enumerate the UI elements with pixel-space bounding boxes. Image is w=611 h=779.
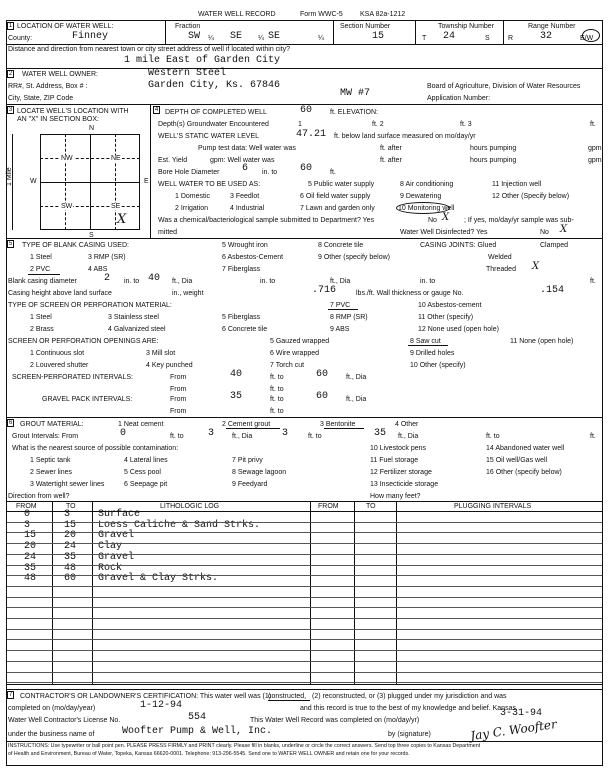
north-label: N [89,125,95,132]
address-label: RR#, St. Address, Box # : [8,83,88,90]
instructions-line-1: INSTRUCTIONS: Use typewriter or ball point pen. PLEASE PRESS FIRMLY and PRINT clearly. Please fill in blanks, underline or circle the correct answers. Send top three copies to Kansas Department [8,743,481,749]
log-desc-cell: Gravel [98,551,135,563]
section-5-number: 5 [8,241,13,247]
mile-label: 1 Mile [6,167,13,186]
plugging-intervals-header: PLUGGING INTERVALS [454,503,532,510]
bore-value: 6 [242,163,249,174]
depth-value: 60 [300,105,313,116]
grout-to-2: 35 [374,428,387,439]
contractor-signature: Jay C. Woofter [469,717,558,743]
log-to-cell: 48 [64,562,77,574]
log-from-header: FROM [16,503,37,510]
record-date: 3-31-94 [500,708,543,719]
log-from-cell: 3 [24,519,31,531]
use-label: WELL WATER TO BE USED AS: [158,181,261,188]
ne-label: NE [111,155,121,162]
application-number-label: Application Number: [427,95,491,102]
log-from-cell: 15 [24,530,37,542]
quarter-3: SE [268,31,281,42]
log-desc-cell: Gravel & Clay Strks. [98,573,219,585]
fraction-label: Fraction [175,23,201,30]
section-1-number: 1 [8,23,13,29]
log-desc-cell: Rock [98,562,123,574]
location-title: LOCATION OF WATER WELL: [17,23,114,30]
depth-label: DEPTH OF COMPLETED WELL [165,109,267,116]
cement-grout-underline [226,428,280,429]
section-value: 15 [372,31,385,42]
south-label: S [89,232,94,239]
completed-date: 1-12-94 [140,700,183,711]
log-to-cell: 60 [64,573,77,585]
threaded-mark: X [532,261,540,272]
log-to-cell: 35 [64,551,77,563]
grout-intervals-label: Grout Intervals: From [12,433,79,440]
owner-city: Garden City, Ks. 67846 [148,80,281,91]
completed-label: completed on (mo/day/year) [8,705,96,712]
log-desc-cell: Loess Caliche & Sand Strks. [98,519,261,531]
locate-title-2: AN "X" IN SECTION BOX: [17,116,99,123]
chem-sample-label: Was a chemical/bacteriological sample submitted to Department? Yes [158,217,375,224]
section-3-number: 3 [8,107,13,113]
log-from-header-2: FROM [318,503,339,510]
log-from-cell: 35 [24,562,37,574]
range-value: 32 [540,31,553,42]
locate-title: LOCATE WELL'S LOCATION WITH [17,108,129,115]
header-rule [6,20,603,21]
openings-label: SCREEN OR PERFORATION OPENINGS ARE: [8,338,159,345]
log-desc-cell: Surface [98,509,141,520]
grout-to-1: 3 [208,428,215,439]
log-from-cell: 24 [24,551,37,563]
east-label: E [144,178,149,185]
blank-diameter-value: 2 [104,273,111,284]
instructions-line-2: of Health and Environment, Bureau of Water, Topeka, Kansas 66620-0001. Telephone: 913-296-5545. Send one to WATER WELL OWNER and retain one for your records. [8,751,410,757]
disinfected-no-mark: X [560,224,568,235]
constructed-underline [268,700,310,701]
gravel-to-value: 60 [316,391,329,402]
township-number-label: Township Number [438,23,495,30]
yield-label: Est. Yield [158,157,188,164]
pump-test-label: Pump test data: Well water was [198,145,296,152]
monitoring-well-id: MW #7 [340,88,371,99]
screen-intervals-label: SCREEN-PERFORATED INTERVALS: [12,374,133,381]
quarter-2: SE [230,31,243,42]
certification-label: CONTRACTOR'S OR LANDOWNER'S CERTIFICATION: This water well was (1) [20,693,272,700]
range-direction-circle [582,29,600,42]
log-to-header-2: TO [366,503,376,510]
board-label: Board of Agriculture, Division of Water Resources [427,83,581,90]
section-2-number: 2 [8,71,13,77]
range-direction: E/W [580,35,594,42]
county-label: County: [8,35,33,42]
quarter-1: SW [188,31,201,42]
screen-material-label: TYPE OF SCREEN OR PERFORATION MATERIAL: [8,302,172,309]
log-from-cell: 20 [24,541,37,553]
direction-label: Direction from well? [8,493,70,500]
business-label: under the business name of [8,731,95,738]
log-from-cell: 0 [24,509,31,520]
section-6-number: 6 [8,420,13,426]
screen-from-value: 40 [230,369,243,380]
log-lithology-header: LITHOLOGIC LOG [160,503,220,510]
distance-value: 1 mile East of Garden City [124,55,281,66]
bore-to-value: 60 [300,163,313,174]
saw-cut-underline [408,345,448,346]
grout-from-1: 0 [120,428,127,439]
weight-value: .716 [312,285,337,296]
contamination-label: What is the nearest source of possible contamination: [12,445,179,452]
blank-to-value: 40 [148,273,161,284]
casing-label: TYPE OF BLANK CASING USED: [22,242,129,249]
disinfected-label: Water Well Disinfected? Yes [400,229,488,236]
bore-label: Bore Hole Diameter [158,169,220,176]
range-number-label: Range Number [528,23,576,30]
grout-label: GROUT MATERIAL: [20,421,84,428]
groundwater-label: Depth(s) Groundwater Encountered [158,121,269,128]
form-title: WATER WELL RECORD [198,11,276,18]
log-from-cell: 48 [24,573,37,585]
nw-label: NW [61,155,73,162]
screen-to-value: 60 [316,369,329,380]
business-name: Woofter Pump & Well, Inc. [122,726,273,737]
distance-label: Distance and direction from nearest town or city street address of well if located within city? [8,46,291,53]
casing-joints-label: CASING JOINTS: Glued [420,242,497,249]
log-to-header: TO [66,503,76,510]
well-location-mark: X [117,212,127,227]
static-level-label: WELL'S STATIC WATER LEVEL [158,133,260,140]
blank-diameter-label: Blank casing diameter [8,278,77,285]
chem-no-mark: X [442,212,450,223]
log-to-cell: 24 [64,541,77,553]
gauge-value: .154 [540,285,565,296]
gravel-pack-label: GRAVEL PACK INTERVALS: [42,396,133,403]
section-number-label: Section Number [340,23,391,30]
owner-name: Western Steel [148,68,227,79]
owner-title: WATER WELL OWNER: [22,71,98,78]
water-well-record-form: WATER WELL RECORD Form WWC-5 KSA 82a-1212 1 LOCATION OF WATER WELL: Fraction Section Number Township Number Range Number County: Finney SW ¼ SE ¼ SE ¼ 15 T 24 S R 32 E/W Distance and direction from nearest town or city street address of well if located within city? 1 mile East of Garden City 2 WATER WELL OWNER: Western Steel RR#, St. Address, Box # : Garden City, Ks. 67846 MW #7 Board of Agriculture, Division of Water Resources City, State, ZIP Code Application Number: 3 LOCATE WELL'S LOCATION WITH AN "X" IN SECTION BOX: N W E S NW NE SW SE X 1 Mile 4 DEPTH OF COMPLETED WELL 60 ft. ELEVATION: Depth(s) Groundwater Encountered 1 ft. 2 ft. 3 ft. WELL'S STATIC WATER LEVEL 47.21 ft. below land surface measured on mo/day/yr Pump test data: Well water was ft. after hours pumping gpm Est. Yield gpm: Well water was ft. after hours pumping gpm Bore Hole Diameter 6 in. to 60 ft. WELL WATER TO BE USED AS: 5 Public water supply 8 Air conditioning 11 Injection well 1 Domestic 3 Feedlot 6 Oil field water supply 9 Dewatering 12 Other (Specify below) 2 Irrigation 4 Industrial 7 Lawn and garden only 10 Monitoring well Was a chemical/bacteriological sample submitted to Department? Yes No X ; If yes, mo/day/yr sample was sub- mitted Water Well Disinfected? Yes No X 5 TYPE OF BLANK CASING USED: 5 Wrought iron 8 Concrete tile CASING JOINTS: Glued Clamped 1 Steel 3 RMP (SR) 6 Asbestos-Cement 9 Other (specify below) Welded 2 PVC 4 ABS 7 Fiberglass Threaded X Blank casing diameter 2 in. to 40 ft., Dia in. to ft., Dia in. to ft. Casing height above land surface in., weight .716 lbs./ft. Wall thickness or gauge No. .154 TYPE OF SCREEN OR PERFORATION MATERIAL: 7 PVC 10 Asbestos-cement 1 Steel 3 Stainless steel 5 Fiberglass 8 RMP (SR) 11 Other (specify) 2 Brass 4 Galvanized steel 6 Concrete tile 9 ABS 12 None used (open hole) SCREEN OR PERFORATION OPENINGS ARE: 5 Gauzed wrapped 8 Saw cut 11 None (open hole) 1 Continuous slot 3 Mill slot 6 Wire wrapped 9 Drilled holes 2 Louvered shutter 4 Key punched 7 Torch cut 10 Other (specify) SCREEN-PERFORATED INTERVALS: From 40 ft. to 60 ft., Dia From ft. to GRAVEL PACK INTERVALS: From 35 ft. to 60 ft., Dia From ft. to 6 GROUT MATERIAL: 1 Neat cement 2 Cement grout 3 Bentonite 4 Other Grout Intervals: From 0 ft. to 3 ft., Dia 3 ft. to 35 ft., Dia ft. to ft. What is the nearest source of possible contamination: 10 Livestock pens 14 Abandoned water well 1 Septic tank 4 Lateral lines 7 Pit privy 11 Fuel storage 15 Oil well/Gas well 2 Sewer lines 5 Cess pool 8 Sewage lagoon 12 Fertilizer storage 16 Other (specify below) 3 Watertight sewer lines 6 Seepage pit 9 Feedyard 13 Insecticide storage Direction from well? How many feet? FROM TO LITHOLOGIC LOG FROM TO PLUGGING INTERVALS 0 3 Surface 3 15 Loess Caliche & Sand Strks. 15 20 Gravel 20 24 Clay 24 35 Gravel 35 48 Rock 48 60 Gravel & Clay Strks. 7 CONTRACTOR'S OR LANDOWNER'S CERTIFICATION: This water well was (1) constructed, (2) reconstructed, or (3) plugged under my jurisdiction and was completed on (mo/day/year) 1-12-94 and this record is true to the best of my knowledge and belief. Kansas Water Well Contractor's License No. 554 This Water Well Record was completed on (mo/day/yr) 3-31-94 under the business name of Woofter Pump & Well, Inc. by (signature) Jay C. Woofter INSTRUCTIONS: Use typewriter or ball point pen. PLEASE PRESS FIRMLY and PRINT clearly. Please fill in blanks, underline or circle the correct answers. Send top three copies to Kansas Department of Health and Environment, Bureau of Water, Topeka, Kansas 66620-0001. Telephone: 913-296-5545. Send one to WATER WELL OWNER and retain one for your records. [0,0,611,779]
county-value: Finney [72,31,109,42]
how-many-feet-label: How many feet? [370,493,421,500]
static-level-value: 47.21 [296,129,327,140]
section-7-number: 7 [8,692,13,698]
ksa-reference: KSA 82a-1212 [360,11,406,18]
log-to-cell: 15 [64,519,77,531]
screen-pvc-underline [328,309,358,310]
log-desc-cell: Gravel [98,530,135,542]
elevation-label: ft. ELEVATION: [330,109,378,116]
grout-from-2: 3 [282,428,289,439]
log-to-cell: 3 [64,509,71,520]
license-label: Water Well Contractor's License No. [8,717,121,724]
se-label: SE [111,203,121,210]
city-state-zip-label: City, State, ZIP Code [8,95,74,102]
casing-height-label: Casing height above land surface [8,290,112,297]
license-number: 554 [188,712,207,723]
section-4-number: 4 [154,107,159,113]
log-desc-cell: Clay [98,541,123,553]
gravel-from-value: 35 [230,391,243,402]
township-value: 24 [443,31,456,42]
form-number: Form WWC-5 [300,11,343,18]
sw-label: SW [61,203,73,210]
bentonite-underline [324,428,364,429]
west-label: W [30,178,37,185]
log-to-cell: 20 [64,530,77,542]
pvc-underline [28,274,60,275]
